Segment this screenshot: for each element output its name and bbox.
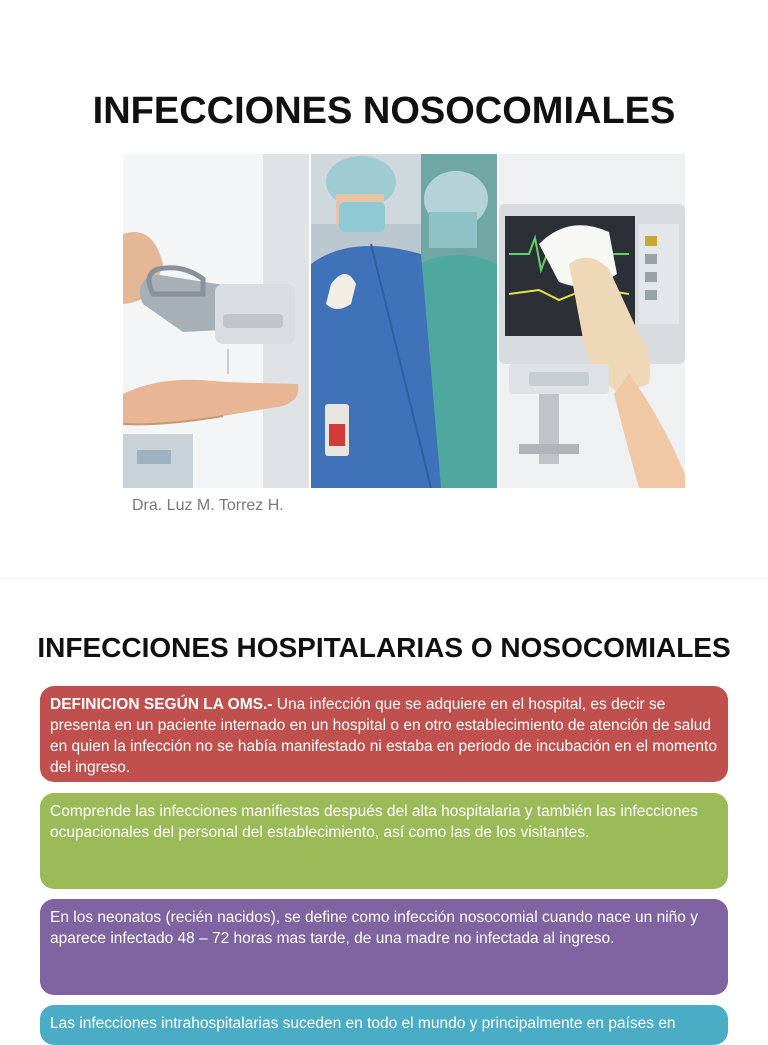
neonates-text: En los neonatos (recién nacidos), se define como infección nosocomial cuando nace un niño y aparece infectado 48 – 72 horas mas tarde, de una madre no infectada al ingreso. (50, 909, 698, 947)
photo-strip (123, 154, 685, 488)
definition-text: Una infección que se adquiere en el hospital, es decir se presenta en un paciente internado en un hospital o en otro establecimiento de atención de salud en quien la infección no se había manifestado ni estaba en periodo de incubación en el momento del ingreso. (50, 696, 717, 776)
slide-1-title: INFECCIONES NOSOCOMIALES (92, 90, 676, 132)
slide-divider (0, 578, 768, 579)
hand-sanitizer-dispenser-photo (123, 154, 309, 488)
definition-lead: DEFINICION SEGÚN LA OMS.- (50, 696, 277, 713)
slide-2-title: INFECCIONES HOSPITALARIAS O NOSOCOMIALES (37, 632, 731, 663)
surgeons-in-scrubs-photo (311, 154, 497, 488)
author-name: Dra. Luz M. Torrez H. (132, 497, 284, 514)
worldwide-box (40, 1005, 728, 1045)
neonates-box (40, 899, 728, 995)
cleaning-monitor-photo (499, 154, 685, 488)
definition-box (40, 686, 728, 782)
scope-box (40, 793, 728, 889)
worldwide-text: Las infecciones intrahospitalarias suceden en todo el mundo y principalmente en países en (50, 1015, 676, 1032)
scope-text: Comprende las infecciones manifiestas después del alta hospitalaria y también las infecciones ocupacionales del personal del establecimiento, así como las de los visitantes. (50, 803, 698, 841)
